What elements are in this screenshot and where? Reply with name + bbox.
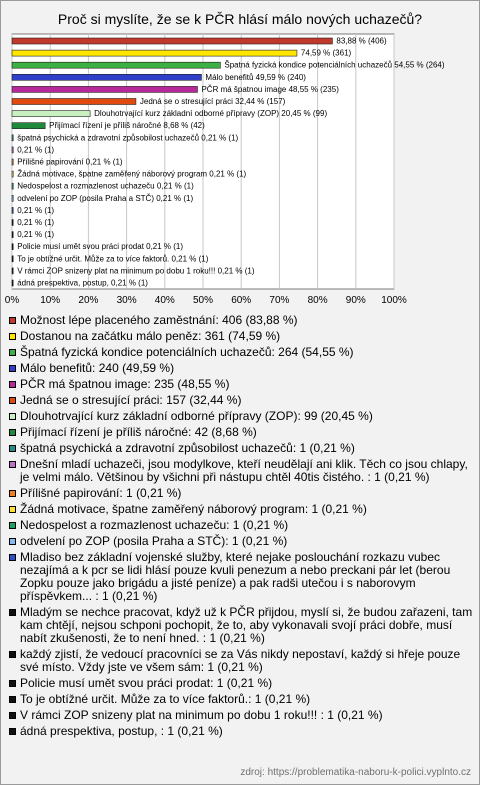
bar-label: Žádná motivace, špatne zaměřený náborový program 0,21 % (1) [17, 169, 247, 179]
bar-label: špatná psychická a zdravotní způsobilost uchazečů 0,21 % (1) [17, 133, 239, 143]
legend-label: Dostanou na začátku málo peněz: 361 (74,59 %) [20, 329, 281, 343]
bar [12, 220, 13, 226]
legend-item [9, 535, 475, 548]
legend-label: Přijímací řízení je příliš náročné: 42 (8,68 %) [20, 425, 257, 439]
bar-label: Přijímací řízení je příliš náročné 8,68 % (42) [49, 121, 205, 131]
bar-label: 0,21 % (1) [17, 145, 55, 155]
bar-label: Nedospelost a rozmazlenost uchazeču 0,21 % (1) [17, 181, 194, 191]
legend-label: V rámci ZOP snizeny plat na minimum po dobu 1 roku!!! : 1 (0,21 %) [20, 708, 383, 722]
x-tick-label: 40% [154, 295, 175, 306]
legend-label: Žádná motivace, špatne zaměřený náborový program: 1 (0,21 %) [20, 502, 367, 516]
legend-label: Policie musí umět svou práci prodat: 1 (0,21 %) [20, 676, 273, 690]
legend-swatch [9, 365, 16, 372]
legend-swatch [9, 413, 16, 420]
x-tick-label: 100% [381, 295, 407, 306]
legend-item [9, 426, 475, 439]
bar-label: Jedná se o stresující práci 32,44 % (157) [139, 97, 286, 106]
legend-swatch [9, 317, 16, 324]
bar [12, 111, 90, 117]
legend-item [9, 442, 475, 455]
legend-item [9, 362, 475, 375]
bar-label: 74,59 % (361) [300, 48, 352, 58]
legend-swatch [9, 651, 16, 658]
legend-label: To je obtížné určit. Může za to více faktorů.: 1 (0,21 %) [20, 692, 311, 706]
x-tick-label: 20% [78, 295, 99, 306]
bar [12, 99, 136, 105]
legend-item [9, 503, 475, 516]
legend-label: Dlouhotrvající kurz základní odborné přípravy (ZOP): 99 (20,45 %) [20, 409, 373, 423]
legend-swatch [9, 538, 16, 545]
legend-item [9, 314, 475, 327]
bar [12, 50, 297, 56]
legend-label: Možnost lépe placeného zaměstnání: 406 (83,88 %) [20, 313, 298, 327]
legend-swatch [9, 381, 16, 388]
legend-swatch [9, 609, 16, 616]
bar [12, 268, 13, 274]
x-tick-label: 10% [40, 295, 61, 306]
legend-label: Mladým se nechce pracovat, když už k PČR přijdou, myslí si, že budou zařazeni, tam kam chtějí, nejsou schponi pochopit, že to, aby vykonavali svojí práci dobře, musí nabít zkušenosti, že to není hned. : 1 (0,21 %) [20, 605, 473, 645]
bar-label: Málo benefitů 49,59 % (240) [205, 72, 306, 82]
chart-legend [9, 314, 475, 741]
bar [12, 195, 13, 201]
legend-label: Dnešní mladí uchazeči, jsou modylkove, kteří neudělají ani klik. Těch co jsou chlapy, je velmi málo. Většinou by všichni při nástupu chtěl 40tis čistého. : 1 (0,21 %) [20, 457, 468, 484]
bar-label: Dlouhotrvající kurz základní odborné přípravy (ZOP) 20,45 % (99) [94, 109, 328, 119]
bar-label: Špatná fyzická kondice potenciálních uchazečů 54,55 % (264) [224, 60, 445, 70]
bar [12, 62, 220, 68]
legend-item [9, 606, 475, 645]
bar-label: 83,88 % (406) [336, 36, 387, 46]
bar-chart [1, 1, 479, 313]
legend-swatch [9, 712, 16, 719]
x-tick-label: 90% [345, 295, 366, 306]
legend-item [9, 551, 475, 603]
legend-swatch [9, 680, 16, 687]
bar-label: 0,21 % (1) [17, 218, 55, 227]
bar-label: To je obtížné určit. Může za to více faktorů. 0,21 % (1) [17, 254, 209, 264]
legend-swatch [9, 696, 16, 703]
legend-item [9, 677, 475, 690]
bar-label: 0,21 % (1) [17, 230, 55, 240]
bar-label: PČR má špatnou image 48,55 % (235) [201, 84, 339, 94]
legend-item [9, 410, 475, 423]
x-tick-label: 60% [231, 295, 252, 306]
bar [12, 207, 13, 213]
legend-item [9, 330, 475, 343]
bar [12, 159, 13, 165]
bar [12, 171, 13, 177]
legend-label: Špatná fyzická kondice potenciálních uchazečů: 264 (54,55 %) [20, 345, 354, 359]
legend-item [9, 394, 475, 407]
legend-item [9, 458, 475, 484]
legend-swatch [9, 445, 16, 452]
bar [12, 123, 45, 129]
legend-label: odvelení po ZOP (posila Praha a STČ): 1 (0,21 %) [20, 534, 288, 548]
legend-swatch [9, 554, 16, 561]
legend-label: každý zjistí, že vedoucí pracovníci se za Vás nikdy nepostaví, každý si hřeje pouze své místo. Vždy jste ve všem sám: 1 (0,21 %) [20, 647, 461, 674]
bar-label: ádná prespektiva, postup, 0,21 % (1) [17, 278, 148, 288]
bar [12, 147, 13, 153]
legend-label: ádná prespektiva, postup, : 1 (0,21 %) [20, 724, 223, 738]
bar [12, 135, 13, 141]
legend-item [9, 378, 475, 391]
bar [12, 244, 13, 250]
legend-item [9, 648, 475, 674]
legend-item [9, 346, 475, 359]
bar-label: 0,21 % (1) [17, 205, 55, 215]
legend-swatch [9, 397, 16, 404]
x-tick-label: 80% [307, 295, 328, 306]
legend-label: PČR má špatnou image: 235 (48,55 %) [20, 377, 230, 391]
legend-label: špatná psychická a zdravotní způsobilost uchazečů: 1 (0,21 %) [20, 441, 355, 455]
bar-label: Přílišné papirování 0,21 % (1) [17, 157, 123, 167]
bar-label: V rámci ZOP snizeny plat na minimum po dobu 1 roku!!! 0,21 % (1) [17, 266, 255, 276]
bar [12, 74, 201, 80]
legend-label: Mladiso bez základní vojenské služby, které nejake poslouchání rozkazu vubec nezajímá a k pcr se lidi hlásí pouze kvuli penezum a nebo preckani pár let (berou Zopku pouze jako brigádu a jisté peníze) a pak radši utečou i s naborovym příspěvkem... : 1 (0,21 %) [20, 550, 451, 603]
legend-item [9, 725, 475, 738]
bar [12, 183, 13, 189]
legend-item [9, 519, 475, 532]
bar [12, 38, 332, 44]
x-tick-label: 70% [269, 295, 290, 306]
legend-item [9, 487, 475, 500]
legend-swatch [9, 429, 16, 436]
legend-swatch [9, 333, 16, 340]
legend-label: Přílišné papirování: 1 (0,21 %) [20, 486, 182, 500]
bar [12, 232, 13, 238]
legend-item [9, 709, 475, 722]
bar-label: odvelení po ZOP (posila Praha a STČ) 0,21 % (1) [17, 193, 194, 203]
legend-label: Jedná se o stresující práci: 157 (32,44 %) [20, 393, 242, 407]
x-tick-label: 50% [192, 295, 214, 306]
legend-swatch [9, 522, 16, 529]
bar-label: Policie musí umět svou práci prodat 0,21 % (1) [17, 242, 184, 252]
legend-item [9, 693, 475, 706]
bar [12, 256, 13, 262]
bar [12, 280, 13, 286]
bar [12, 86, 197, 92]
x-tick-label: 0% [4, 295, 20, 306]
legend-swatch [9, 490, 16, 497]
legend-label: Nedospelost a rozmazlenost uchazeču: 1 (0,21 %) [20, 518, 289, 532]
legend-swatch [9, 506, 16, 513]
legend-swatch [9, 461, 16, 468]
legend-swatch [9, 728, 16, 735]
source-note: zdroj: https://problematika-naboru-k-polici.vyplnto.cz [240, 767, 471, 778]
x-tick-label: 30% [116, 295, 137, 306]
legend-swatch [9, 349, 16, 356]
chart-title: Proč si myslíte, že se k PČR hlásí málo nových uchazečů? [57, 11, 423, 27]
legend-label: Málo benefitů: 240 (49,59 %) [20, 361, 175, 375]
